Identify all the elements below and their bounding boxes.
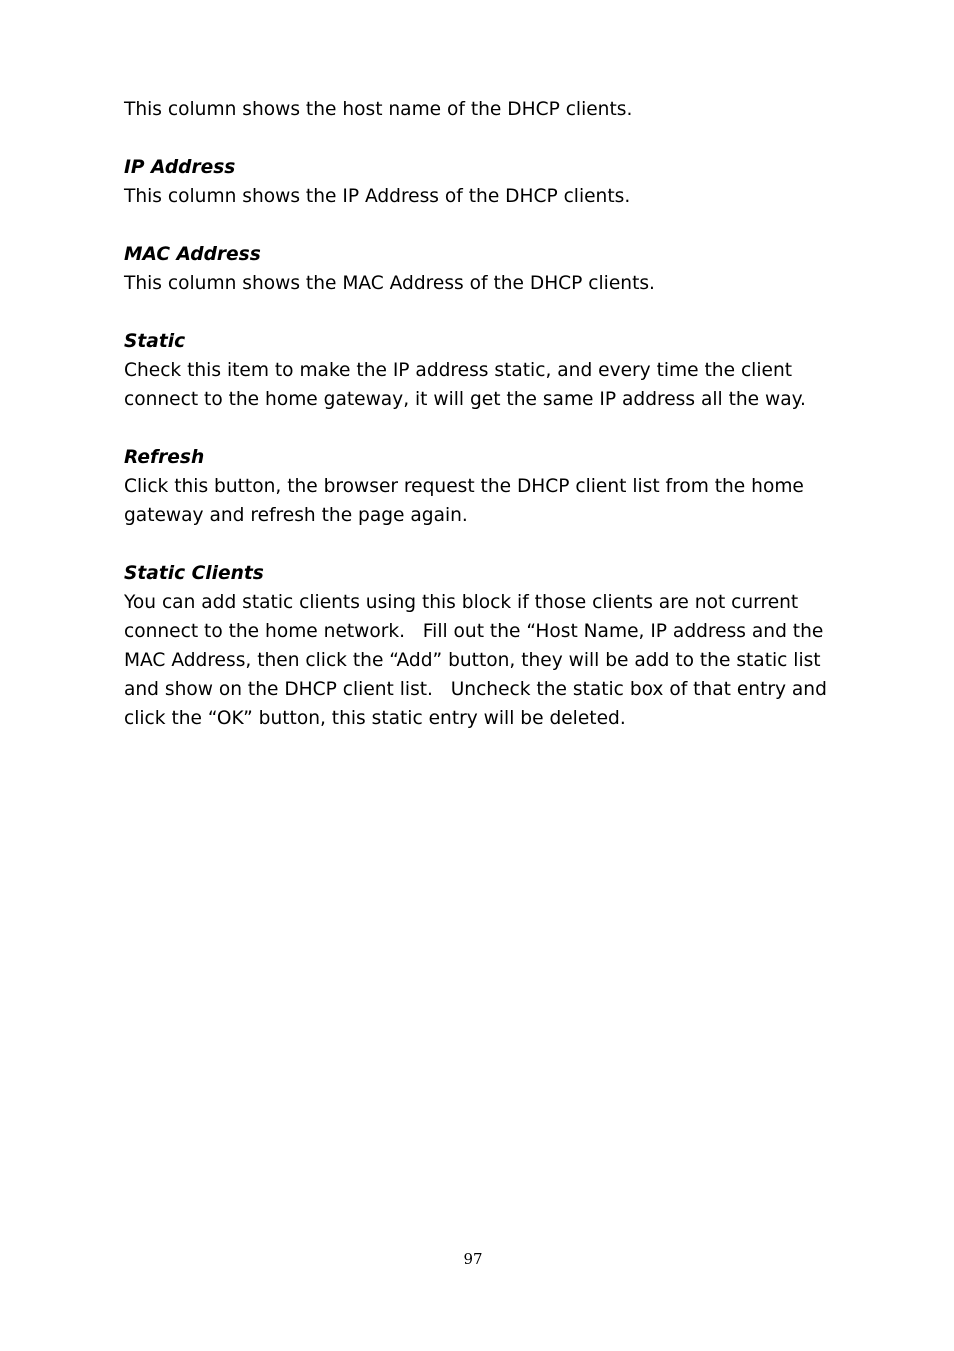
paragraph-static-line-2: connect to the home gateway, it will get the same IP address all the way. — [124, 389, 806, 410]
paragraph-static-clients-line-4: and show on the DHCP client list. Uncheck the static box of that entry and — [124, 679, 827, 700]
section-static — [124, 327, 884, 414]
heading-static-clients: Static Clients — [124, 563, 264, 584]
paragraph-static-clients-line-5: click the “OK” button, this static entry will be deleted. — [124, 708, 626, 729]
paragraph-static-clients-line-1: You can add static clients using this block if those clients are not current — [124, 592, 799, 613]
document-body — [124, 95, 884, 733]
intro-paragraph: This column shows the host name of the DHCP clients. — [124, 99, 633, 120]
section-mac-address — [124, 240, 884, 298]
section-ip-address — [124, 153, 884, 211]
section-refresh — [124, 443, 884, 530]
paragraph-ip-address-line-1: This column shows the IP Address of the DHCP clients. — [124, 186, 631, 207]
page-number: 97 — [463, 1250, 483, 1268]
heading-ip-address: IP Address — [124, 157, 236, 178]
paragraph-refresh-line-2: gateway and refresh the page again. — [124, 505, 468, 526]
heading-mac-address: MAC Address — [124, 244, 261, 265]
paragraph-mac-address-line-1: This column shows the MAC Address of the DHCP clients. — [124, 273, 655, 294]
section-static-clients — [124, 559, 884, 733]
paragraph-static-clients-line-3: MAC Address, then click the “Add” button, they will be add to the static list — [124, 650, 821, 671]
paragraph-static-line-1: Check this item to make the IP address static, and every time the client — [124, 360, 793, 381]
heading-static: Static — [124, 331, 186, 352]
paragraph-refresh-line-1: Click this button, the browser request the DHCP client list from the home — [124, 476, 804, 497]
paragraph-static-clients-line-2: connect to the home network. Fill out the “Host Name, IP address and the — [124, 621, 824, 642]
heading-refresh: Refresh — [124, 447, 205, 468]
